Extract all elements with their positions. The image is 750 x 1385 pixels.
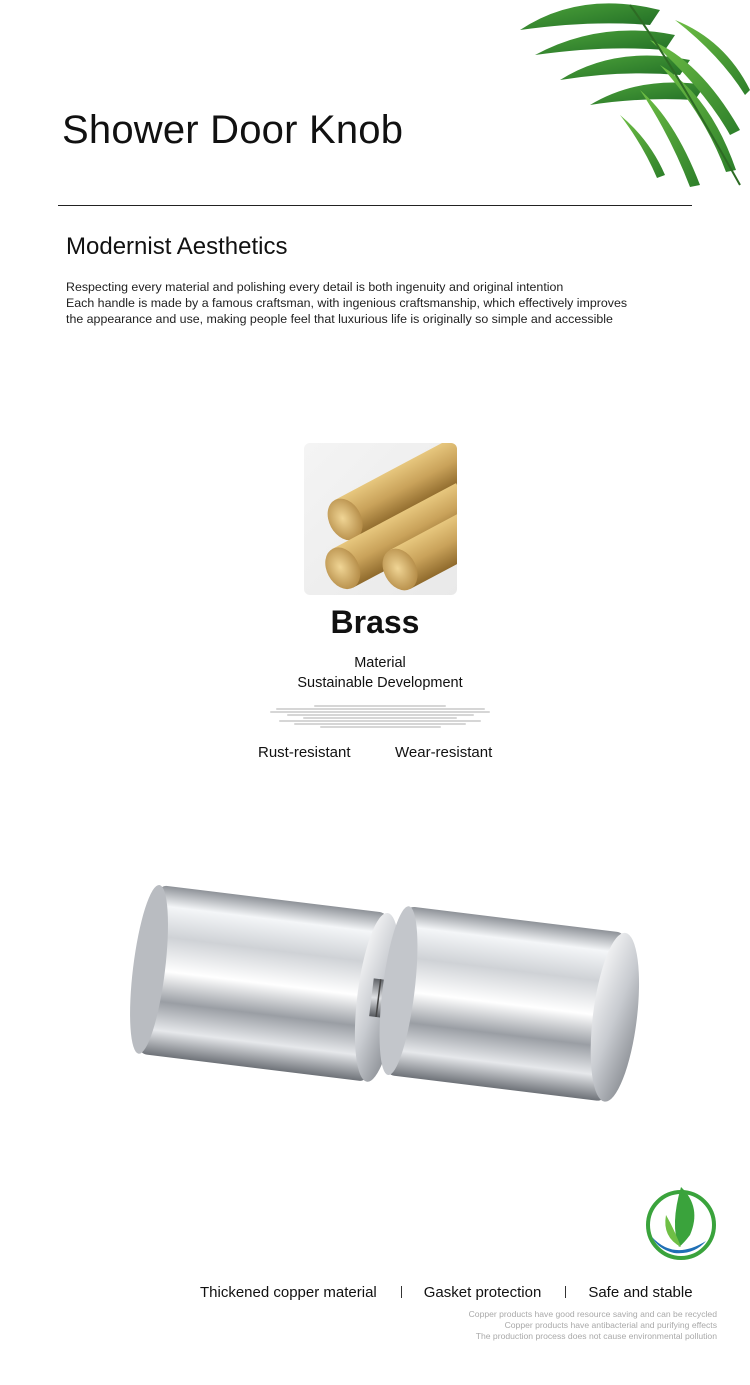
feature-wear-resistant: Wear-resistant [395, 744, 493, 761]
intro-paragraph-line: Each handle is made by a famous craftsman, with ingenious craftsmanship, which effectively improves [66, 296, 628, 310]
eco-note: The production process does not cause environmental pollution [475, 1331, 717, 1341]
material-name: Brass [330, 604, 420, 640]
material-tagline: Sustainable Development [297, 675, 463, 691]
eco-leaf-icon [644, 1185, 718, 1261]
feature-gasket-protection: Gasket protection [423, 1284, 542, 1301]
separator [401, 1286, 402, 1298]
fine-print-decoration [270, 705, 490, 731]
feature-rust-resistant: Rust-resistant [258, 744, 351, 761]
bottom-features [200, 1284, 693, 1301]
brass-rods-icon [304, 443, 457, 595]
intro-paragraph-line: Respecting every material and polishing every detail is both ingenuity and original intention [66, 280, 564, 294]
material-label: Material [354, 655, 406, 671]
page-title: Shower Door Knob [62, 108, 404, 152]
feature-safe-stable: Safe and stable [588, 1284, 693, 1301]
section-subtitle: Modernist Aesthetics [66, 233, 288, 260]
eco-note: Copper products have good resource saving and can be recycled [468, 1309, 717, 1319]
feature-thickened-copper: Thickened copper material [200, 1284, 377, 1301]
eco-note: Copper products have antibacterial and purifying effects [504, 1320, 717, 1330]
title-divider [58, 205, 692, 206]
intro-paragraph-line: the appearance and use, making people feel that luxurious life is originally so simple and accessible [66, 312, 613, 326]
chrome-knob-icon [125, 880, 645, 1140]
tropical-leaves-icon [500, 0, 750, 190]
separator [565, 1286, 566, 1298]
brass-image [304, 443, 457, 595]
